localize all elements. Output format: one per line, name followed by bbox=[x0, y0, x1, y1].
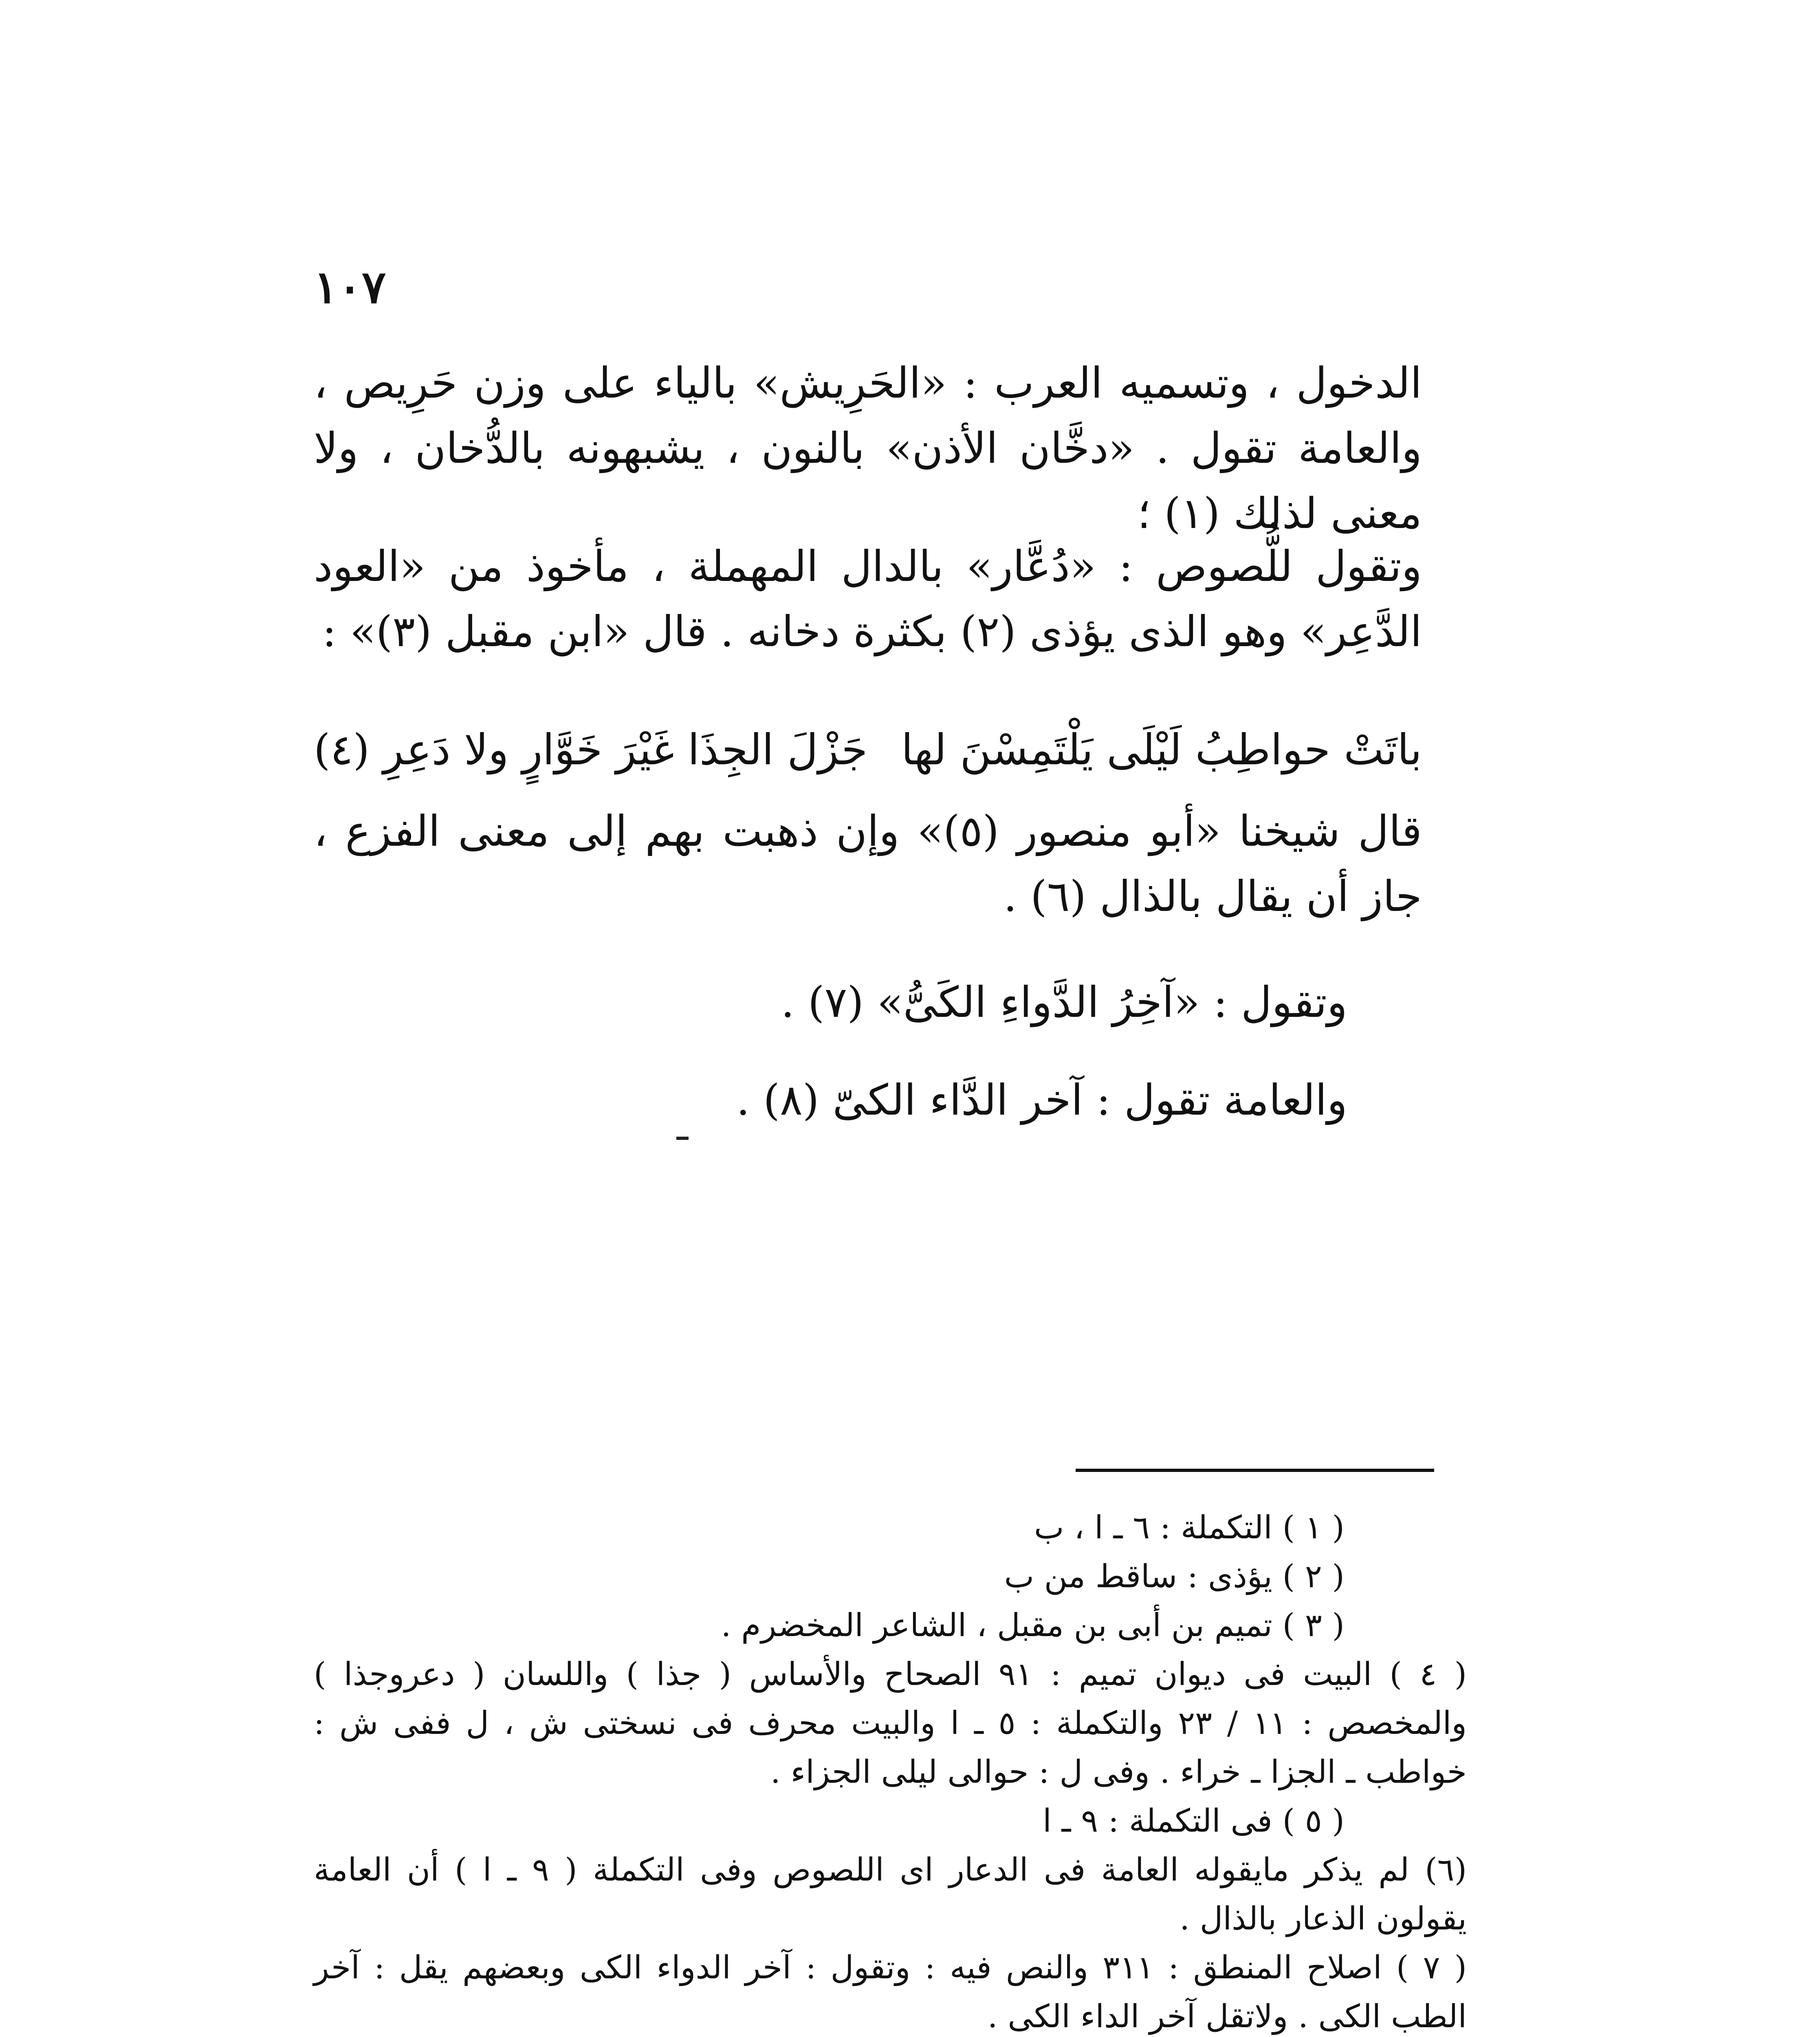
quote-common-saying: والعامة تقول : آخر الدَّاء الكىّ (٨) . bbox=[736, 1075, 1347, 1125]
footnote-3: ( ٣ ) تميم بن أبى بن مقبل ، الشاعر المخضرم . bbox=[721, 1607, 1345, 1644]
footnote-6: (٦) لم يذكر مايقوله العامة فى الدعار اى اللصوص وفى التكملة ( ٩ ـ ا ) أن العامة يقولون الذعار بالذال . bbox=[314, 1852, 1467, 1937]
footnote-7: ( ٧ ) اصلاح المنطق : ٣١١ والنص فيه : وتقول : آخر الدواء الكى وبعضهم يقل : آخر الطب الكى . ولاتقل آخر الداء الكى . bbox=[314, 1949, 1467, 2035]
verse-second-hemistich: جَزْلَ الجِذَا غَيْرَ خَوَّارٍ ولا دَعِرِ (٤) bbox=[314, 725, 868, 774]
poetry-verse bbox=[314, 717, 1422, 782]
footnote-5: ( ٥ ) فى التكملة : ٩ ـ ا bbox=[1043, 1803, 1345, 1839]
paragraph-shaykh: قال شيخنا «أبو منصور (٥)» وإن ذهبت بهم إلى معنى الفزع ، جاز أن يقال بالذال (٦) . bbox=[314, 806, 1422, 921]
paragraph-dukhan: الدخول ، وتسميه العرب : «الحَرِيش» بالياء على وزن حَرِيص ، والعامة تقول . «دخَّان الأذن» بالنون ، يشبهونه بالدُّخان ، ولا معنى لذلك (١) ؛ bbox=[314, 358, 1422, 538]
footnotes bbox=[314, 1503, 1467, 2037]
footnote-separator bbox=[1076, 1469, 1434, 1472]
quote-correct-saying: وتقول : «آخِرُ الدَّواءِ الكَىُّ» (٧) . bbox=[781, 977, 1347, 1027]
print-speck bbox=[676, 1137, 689, 1140]
page-number: ١٠٧ bbox=[314, 261, 386, 313]
paragraph-luss: وتقول للُّصوص : «دُعَّار» بالدال المهملة ، مأخوذ من «العود الدَّعِر» وهو الذى يؤذى (٢) بكثرة دخانه . قال «ابن مقبل (٣)» : bbox=[314, 541, 1422, 656]
footnote-1: ( ١ ) التكملة : ٦ ـ ا ، ب bbox=[1034, 1509, 1345, 1546]
footnote-4: ( ٤ ) البيت فى ديوان تميم : ٩١ الصحاح والأساس ( جذا ) واللسان ( دعروجذا ) والمخصص : ١١ / ٢٣ والتكملة : ٥ ـ ا والبيت محرف فى نسختى ش ، ل ففى ش : خواطب ـ الجزا ـ خراء . وفى ل : حوالى ليلى الجزاء . bbox=[314, 1656, 1467, 1791]
verse-first-hemistich: باتَتْ حواطِبُ لَيْلَى يَلْتَمِسْنَ لها bbox=[901, 725, 1422, 774]
footnote-2: ( ٢ ) يؤذى : ساقط من ب bbox=[1004, 1558, 1345, 1595]
